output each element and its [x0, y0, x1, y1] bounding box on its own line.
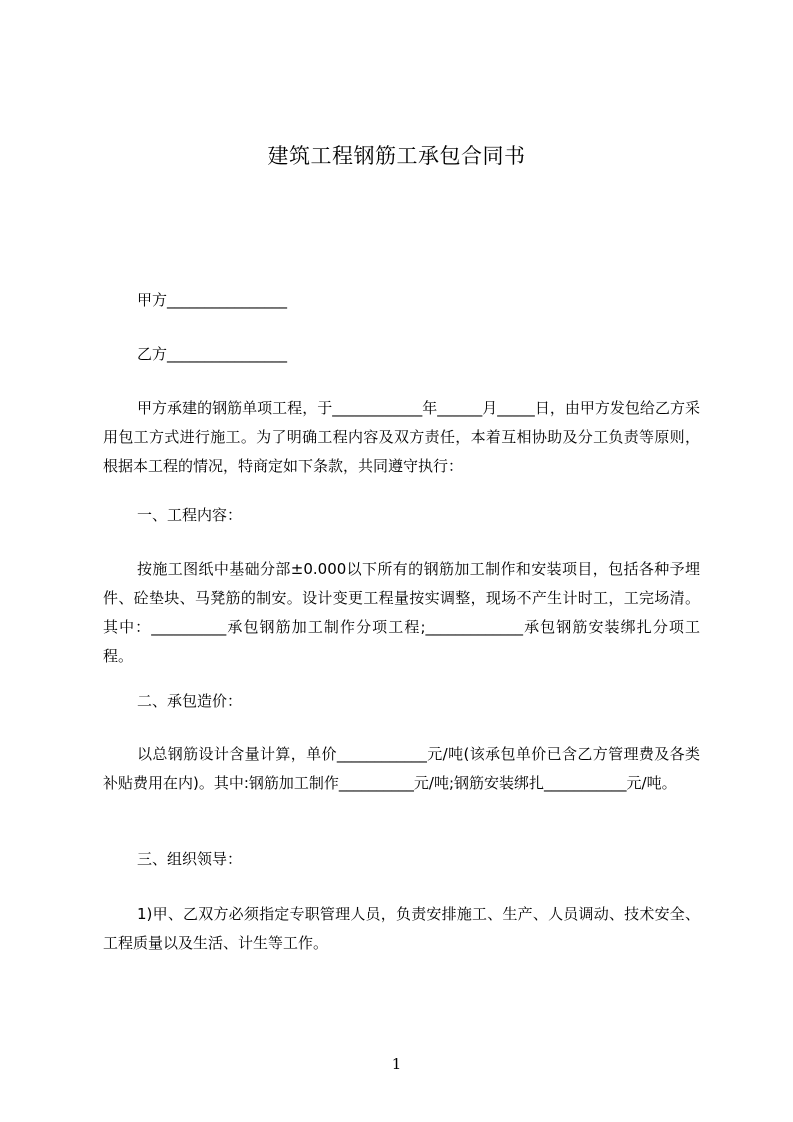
- page-number: 1: [391, 1055, 402, 1073]
- page-title: 建筑工程钢筋工承包合同书: [267, 144, 526, 168]
- party-a-line: 甲方________________: [137, 291, 288, 309]
- section-heading-price: 二、承包造价：: [137, 692, 243, 710]
- section-heading-scope: 一、工程内容：: [137, 506, 243, 524]
- intro-paragraph: 甲方承建的钢筋单项工程，于____________年______月_____日，由甲方发包给乙方采用包工方式进行施工。为了明确工程内容及双方责任，本着互相协助及分工负责等原则，根据本工程的情况，特商定如下条款，共同遵守执行：: [103, 399, 700, 475]
- party-b-line: 乙方________________: [137, 345, 288, 363]
- section-heading-organization: 三、组织领导：: [137, 850, 243, 868]
- section-body-price: 以总钢筋设计含量计算，单价____________元/吨(该承包单价已含乙方管理费及各类补贴费用在内)。其中:钢筋加工制作__________元/吨;钢筋安装绑扎___________元/吨。: [103, 745, 700, 792]
- section-body-organization: 1)甲、乙双方必须指定专职管理人员，负责安排施工、生产、人员调动、技术安全、工程质量以及生活、计生等工作。: [103, 905, 700, 952]
- section-body-scope: 按施工图纸中基础分部±0.000以下所有的钢筋加工制作和安装项目，包括各种予埋件、砼垫块、马凳筋的制安。设计变更工程量按实调整，现场不产生计时工，工完场清。其中：__________承包钢筋加工制作分项工程;_____________承包钢筋安装绑扎分项工程。: [103, 560, 700, 665]
